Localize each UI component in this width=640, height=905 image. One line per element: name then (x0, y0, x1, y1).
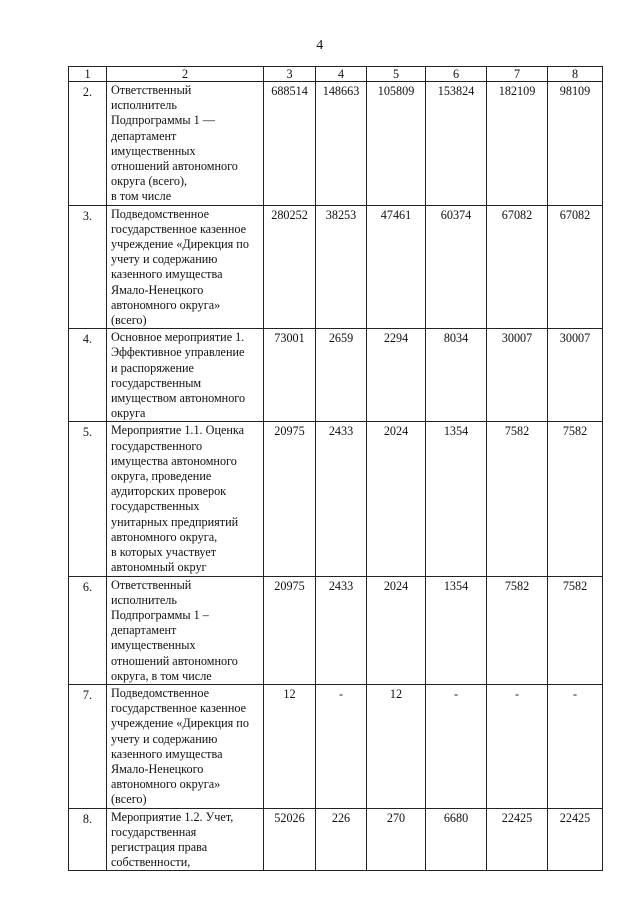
table-body (69, 82, 603, 871)
value-cell-col-4: - (316, 684, 367, 808)
row-description (107, 684, 264, 808)
row-number: 6. (69, 576, 107, 684)
value-cell-col-7: 67082 (487, 205, 548, 329)
value-cell-col-8: 98109 (548, 82, 603, 206)
value-cell-col-6: 1354 (426, 576, 487, 684)
description-line: имущественных (111, 143, 196, 158)
description-line: аудиторских проверок (111, 484, 227, 499)
description-line: (всего) (111, 792, 147, 807)
description-line: Ответственный (111, 577, 192, 592)
description-line: Подведомственное (111, 206, 209, 221)
column-header: 8 (548, 67, 603, 82)
description-line: (всего) (111, 313, 147, 328)
value-cell-col-8: 67082 (548, 205, 603, 329)
description-line: государственная (111, 824, 197, 839)
value-cell-col-5: 270 (367, 808, 426, 871)
description-line: и распоряжение (111, 360, 194, 375)
value-cell-col-4: 226 (316, 808, 367, 871)
value-cell-col-4: 2433 (316, 576, 367, 684)
description-line: казенного имущества (111, 746, 223, 761)
row-number: 5. (69, 422, 107, 576)
row-description (107, 808, 264, 871)
value-cell-col-3: 688514 (264, 82, 316, 206)
row-description (107, 82, 264, 206)
row-description (107, 422, 264, 576)
description-line: Ответственный (111, 83, 192, 97)
description-line: Мероприятие 1.1. Оценка (111, 423, 245, 438)
table-row (69, 82, 603, 206)
table-row (69, 329, 603, 422)
description-line: автономный округ (111, 560, 207, 575)
description-line: собственности, (111, 855, 191, 870)
value-cell-col-6: - (426, 684, 487, 808)
value-cell-col-7: 22425 (487, 808, 548, 871)
value-cell-col-5: 47461 (367, 205, 426, 329)
row-number: 4. (69, 329, 107, 422)
value-cell-col-5: 2294 (367, 329, 426, 422)
description-line: департамент (111, 128, 177, 143)
description-line: автономного округа» (111, 777, 221, 792)
description-line: Основное мероприятие 1. (111, 330, 245, 345)
value-cell-col-8: 7582 (548, 576, 603, 684)
value-cell-col-3: 20975 (264, 576, 316, 684)
column-header: 4 (316, 67, 367, 82)
description-line: автономного округа, (111, 529, 218, 544)
value-cell-col-4: 2659 (316, 329, 367, 422)
row-number: 2. (69, 82, 107, 206)
value-cell-col-4: 2433 (316, 422, 367, 576)
value-cell-col-6: 6680 (426, 808, 487, 871)
value-cell-col-4: 38253 (316, 205, 367, 329)
value-cell-col-3: 73001 (264, 329, 316, 422)
description-line: в которых участвует (111, 545, 217, 560)
description-line: округа (111, 406, 146, 421)
row-number: 3. (69, 205, 107, 329)
value-cell-col-7: - (487, 684, 548, 808)
column-header: 6 (426, 67, 487, 82)
table-row (69, 205, 603, 329)
value-cell-col-6: 1354 (426, 422, 487, 576)
value-cell-col-5: 105809 (367, 82, 426, 206)
description-line: учреждение «Дирекция по (111, 237, 249, 252)
column-header: 3 (264, 67, 316, 82)
table-row (69, 684, 603, 808)
description-line: унитарных предприятий (111, 514, 239, 529)
description-line: Мероприятие 1.2. Учет, (111, 809, 234, 824)
value-cell-col-3: 20975 (264, 422, 316, 576)
description-line: учету и содержанию (111, 252, 218, 267)
column-header: 1 (69, 67, 107, 82)
table-row (69, 422, 603, 576)
value-cell-col-8: - (548, 684, 603, 808)
description-line: Ямало-Ненецкого (111, 761, 204, 776)
value-cell-col-7: 7582 (487, 422, 548, 576)
description-line: исполнитель (111, 592, 177, 607)
description-line: отношений автономного (111, 159, 238, 174)
column-header-row (69, 67, 603, 82)
description-line: Ямало-Ненецкого (111, 282, 204, 297)
value-cell-col-4: 148663 (316, 82, 367, 206)
value-cell-col-7: 182109 (487, 82, 548, 206)
value-cell-col-6: 8034 (426, 329, 487, 422)
description-line: отношений автономного (111, 653, 238, 668)
row-description (107, 205, 264, 329)
description-line: учреждение «Дирекция по (111, 716, 249, 731)
description-line: государственное казенное (111, 221, 247, 236)
value-cell-col-8: 7582 (548, 422, 603, 576)
description-line: учету и содержанию (111, 731, 218, 746)
value-cell-col-3: 12 (264, 684, 316, 808)
description-line: регистрация права (111, 839, 208, 854)
value-cell-col-6: 60374 (426, 205, 487, 329)
table-row (69, 808, 603, 871)
value-cell-col-8: 22425 (548, 808, 603, 871)
value-cell-col-3: 52026 (264, 808, 316, 871)
value-cell-col-8: 30007 (548, 329, 603, 422)
description-line: округа (всего), (111, 174, 188, 189)
description-line: исполнитель (111, 98, 177, 113)
table-row (69, 576, 603, 684)
value-cell-col-6: 153824 (426, 82, 487, 206)
value-cell-col-5: 2024 (367, 422, 426, 576)
description-line: государственных (111, 499, 200, 514)
budget-table (68, 66, 603, 871)
value-cell-col-5: 12 (367, 684, 426, 808)
description-line: государственное казенное (111, 701, 247, 716)
description-line: казенного имущества (111, 267, 223, 282)
column-header: 5 (367, 67, 426, 82)
value-cell-col-7: 7582 (487, 576, 548, 684)
description-line: имущественных (111, 638, 196, 653)
column-header: 2 (107, 67, 264, 82)
description-line: государственного (111, 438, 203, 453)
description-line: округа, в том числе (111, 668, 212, 683)
row-description (107, 576, 264, 684)
description-line: Подпрограммы 1 — (111, 113, 215, 128)
row-number: 8. (69, 808, 107, 871)
description-line: имуществом автономного (111, 391, 246, 406)
description-line: государственным (111, 375, 202, 390)
column-header: 7 (487, 67, 548, 82)
value-cell-col-3: 280252 (264, 205, 316, 329)
description-line: Подпрограммы 1 – (111, 607, 209, 622)
description-line: Подведомственное (111, 685, 209, 700)
value-cell-col-7: 30007 (487, 329, 548, 422)
row-number: 7. (69, 684, 107, 808)
row-description (107, 329, 264, 422)
value-cell-col-5: 2024 (367, 576, 426, 684)
description-line: Эффективное управление (111, 345, 245, 360)
page-number: 4 (316, 38, 324, 53)
description-line: департамент (111, 623, 177, 638)
description-line: округа, проведение (111, 469, 212, 484)
description-line: в том числе (111, 189, 172, 204)
description-line: автономного округа» (111, 297, 221, 312)
description-line: имущества автономного (111, 453, 237, 468)
